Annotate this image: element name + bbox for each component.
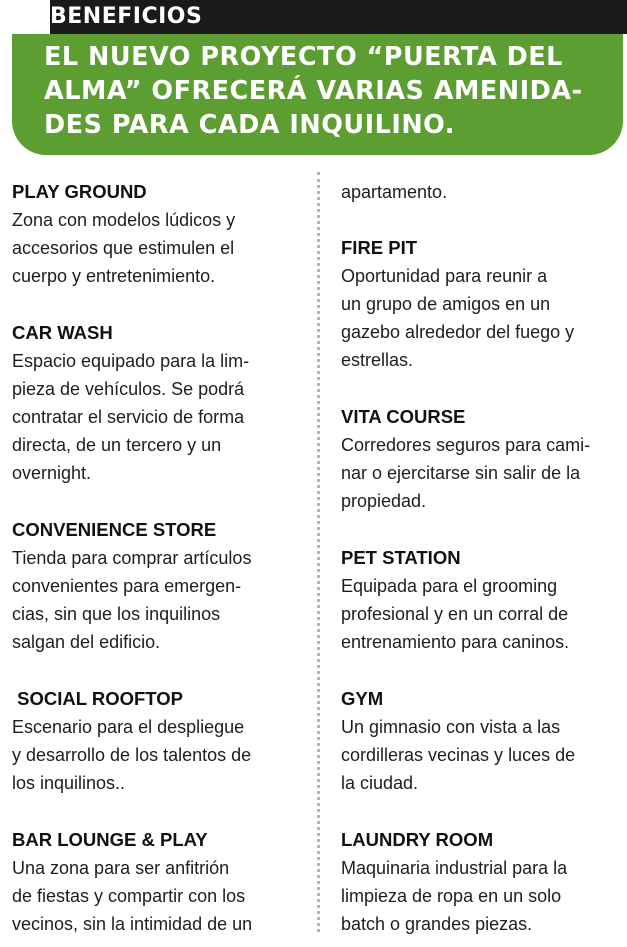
amenity-line: Zona con modelos lúdicos y: [12, 210, 236, 230]
headline-line: ALMA” OFRECERÁ VARIAS AMENIDA-: [44, 76, 583, 106]
amenity-laundry-room: [341, 826, 623, 938]
amenity-line: Tienda para comprar artículos: [12, 548, 252, 568]
amenity-line: Una zona para ser anfitrión: [12, 858, 230, 878]
amenity-line: nar o ejercitarse sin salir de la: [341, 463, 581, 483]
amenity-line: entrenamiento para caninos.: [341, 632, 570, 652]
amenity-line: Espacio equipado para la lim-: [12, 351, 250, 371]
amenity-title: SOCIAL ROOFTOP: [12, 688, 183, 709]
amenity-line: estrellas.: [341, 350, 414, 370]
amenity-bar-lounge: [12, 826, 308, 938]
amenity-line: overnight.: [12, 463, 92, 483]
amenity-play-ground: [12, 178, 308, 290]
amenity-title: LAUNDRY ROOM: [341, 829, 494, 850]
amenity-line: directa, de un tercero y un: [12, 435, 222, 455]
amenity-gym: [341, 685, 623, 797]
amenity-line: Escenario para el despliegue: [12, 717, 245, 737]
amenity-line: Oportunidad para reunir a: [341, 266, 548, 286]
amenity-title: CAR WASH: [12, 322, 113, 343]
amenity-line: accesorios que estimulen el: [12, 238, 235, 258]
amenity-convenience-store: [12, 516, 308, 656]
amenity-fire-pit: [341, 234, 623, 374]
amenity-line: propiedad.: [341, 491, 427, 511]
amenity-line: Equipada para el grooming: [341, 576, 558, 596]
amenity-line: Un gimnasio con vista a las: [341, 717, 561, 737]
amenity-line: vecinos, sin la intimidad de un: [12, 914, 253, 934]
amenity-line: la ciudad.: [341, 773, 419, 793]
amenity-line: contratar el servicio de forma: [12, 407, 245, 427]
amenity-vita-course: [341, 403, 623, 515]
amenity-title: PLAY GROUND: [12, 181, 147, 202]
headline-line: EL NUEVO PROYECTO “PUERTA DEL: [44, 42, 563, 72]
amenity-line: de fiestas y compartir con los: [12, 886, 246, 906]
amenity-line: batch o grandes piezas.: [341, 914, 533, 934]
amenity-line: Corredores seguros para cami-: [341, 435, 591, 455]
amenity-line: los inquilinos..: [12, 773, 126, 793]
amenity-line: apartamento.: [341, 182, 448, 202]
amenity-line: profesional y en un corral de: [341, 604, 569, 624]
amenity-line: cias, sin que los inquilinos: [12, 604, 221, 624]
amenity-line: salgan del edificio.: [12, 632, 161, 652]
amenity-title: VITA COURSE: [341, 406, 466, 427]
amenity-line: limpieza de ropa en un solo: [341, 886, 562, 906]
amenity-line: y desarrollo de los talentos de: [12, 745, 252, 765]
column-divider: [317, 172, 320, 932]
amenity-line: Maquinaria industrial para la: [341, 858, 568, 878]
section-label: BENEFICIOS: [50, 4, 203, 29]
amenity-continuation: [341, 178, 623, 206]
amenity-line: cordilleras vecinas y luces de: [341, 745, 576, 765]
amenity-line: convenientes para emergen-: [12, 576, 242, 596]
amenity-car-wash: [12, 319, 308, 487]
amenity-title: BAR LOUNGE & PLAY: [12, 829, 208, 850]
amenity-line: un grupo de amigos en un: [341, 294, 551, 314]
amenity-title: FIRE PIT: [341, 237, 418, 258]
amenity-social-rooftop: [12, 685, 308, 797]
headline: [44, 40, 604, 142]
amenity-line: pieza de vehículos. Se podrá: [12, 379, 245, 399]
amenity-title: GYM: [341, 688, 384, 709]
headline-line: DES PARA CADA INQUILINO.: [44, 110, 455, 140]
amenity-line: gazebo alrededor del fuego y: [341, 322, 575, 342]
amenity-title: CONVENIENCE STORE: [12, 519, 217, 540]
amenity-line: cuerpo y entretenimiento.: [12, 266, 216, 286]
amenity-title: PET STATION: [341, 547, 461, 568]
amenity-pet-station: [341, 544, 623, 656]
